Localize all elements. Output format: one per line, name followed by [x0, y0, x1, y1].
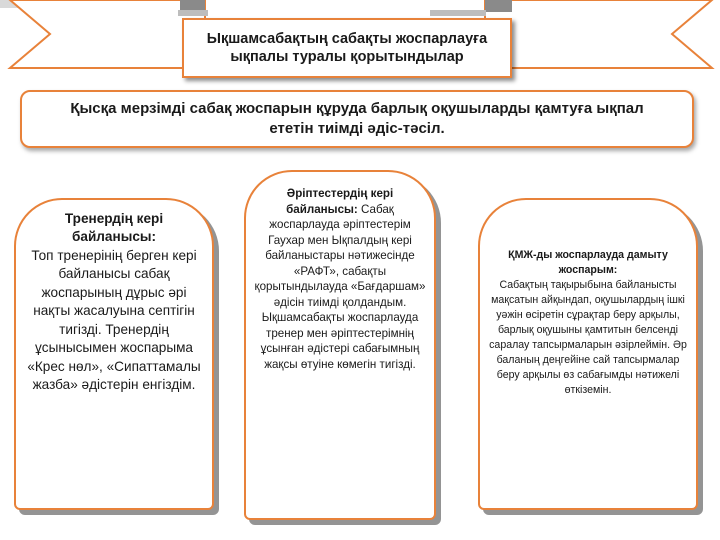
- subtitle-line-1: Қысқа мерзімді сабақ жоспарын құруда барлық оқушыларды қамтуға ықпал: [70, 99, 644, 117]
- trainer-feedback-body: Топ тренерінің берген кері байланысы сабақ жоспарының дұрыс әрі нақты жасалуына септігін тигізді. Тренердің ұсынысымен жоспарыма «Крес нөл», «Сипаттамалы жазба» әдістерін енгіздім.: [27, 247, 201, 393]
- development-plan-heading: ҚМЖ-ды жоспарлауда дамыту жоспарым:: [508, 249, 668, 277]
- colleagues-feedback-card: [244, 170, 436, 520]
- trainer-feedback-card: [14, 198, 214, 510]
- subtitle-box: [20, 90, 694, 148]
- title-line-2: ықпалы туралы қорытындылар: [230, 49, 464, 65]
- colleagues-feedback-body: Сабақ жоспарлауда әріптестерім Гаухар мен Ықпалдың кері байланыстары нәтижесінде «РАФТ», сабақты қорытындылауда «Бағдаршам» әдісін тиімді қолдандым. Ықшамсабақты жоспарлауда тренер мен әріптестерімнің ұсынған әдістері сабағымның жақсы өтуіне көмегін тигізді.: [254, 202, 426, 371]
- colleagues-feedback-heading: Әріптестердің кері байланысы:: [286, 187, 394, 216]
- development-plan-body: Сабақтың тақырыбына байланысты мақсатын айқындап, оқушылардың ішкі уәжін өсіретін сұрақтар беру арқылы, барлық оқушыны қамтитын белсенді саралау тапсырмаларын әзірлеймін. Әр баланың деңгейіне сай тапсырмалар беру арқылы өз сабағымды нәтижелі өткіземін.: [489, 279, 687, 397]
- ribbon-left-band: [10, 0, 205, 68]
- ribbon-top-left-shade: [178, 10, 208, 16]
- ribbon-right-fold: [485, 0, 512, 12]
- development-plan-card: [478, 198, 698, 510]
- subtitle-line-2: ететін тиімді әдіс-тәсіл.: [269, 120, 445, 137]
- title-line-1: Ықшамсабақтың сабақты жоспарлауға: [206, 30, 488, 47]
- ribbon-right-band: [485, 0, 712, 68]
- main-title: [182, 18, 512, 78]
- ribbon-top-right-shade: [430, 10, 486, 16]
- trainer-feedback-heading: Тренердің кері байланысы:: [64, 211, 164, 245]
